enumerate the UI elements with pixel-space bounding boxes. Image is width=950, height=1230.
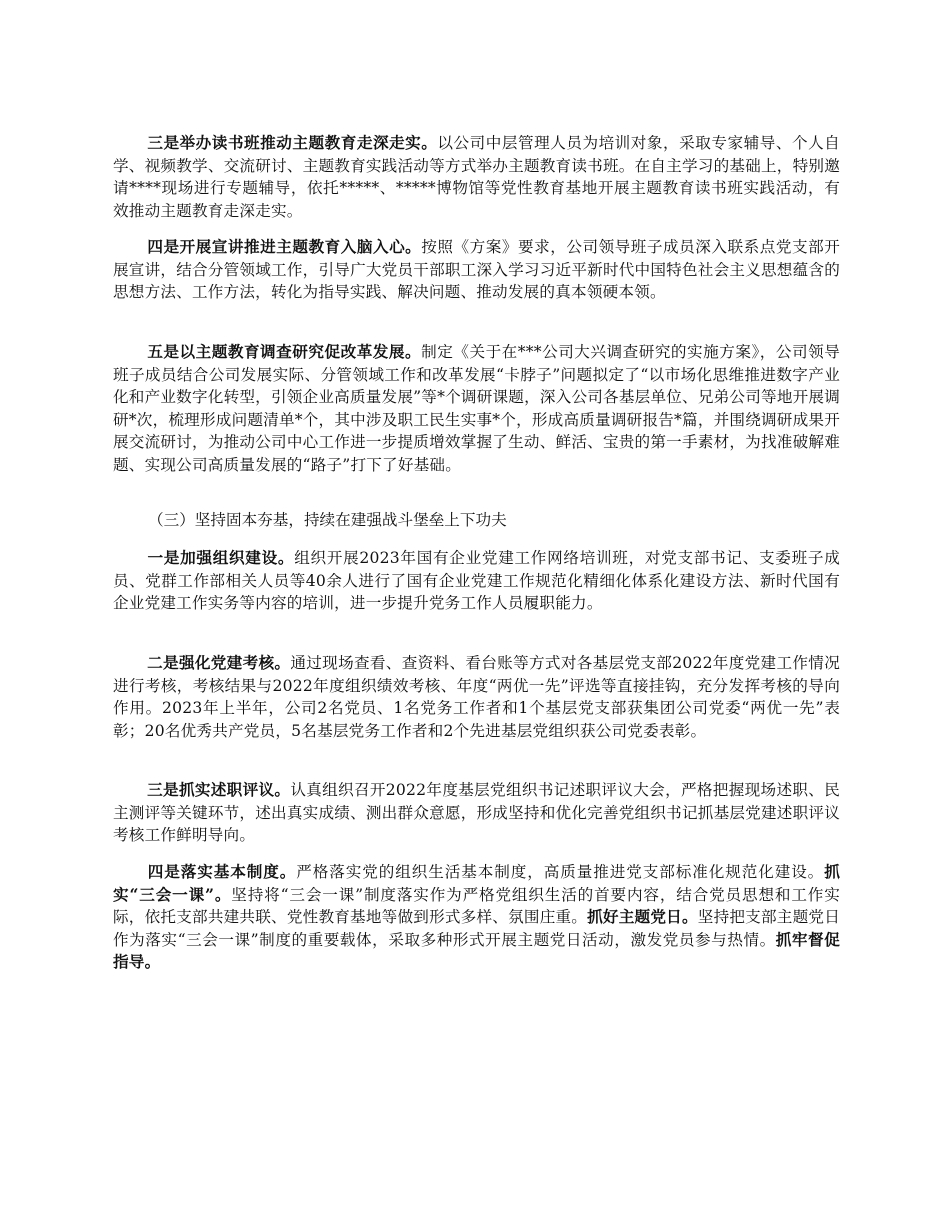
paragraph-lead: 四是落实基本制度。 xyxy=(147,862,297,881)
paragraph-text: 坚持将“三会一课”制度落实作为严格党组织生活的首要内容，结合党员思想和工作实际，依托支部共建共联、党性教育基地等做到形式多样、氛围庄重。 xyxy=(113,885,841,927)
paragraph-lectures xyxy=(113,236,840,304)
paragraph-body: 按照《方案》要求，公司领导班子成员深入联系点党支部开展宣讲，结合分管领域工作，引导广大党员干部职工深入学习习近平新时代中国特色社会主义思想蕴含的思想方法、工作方法，转化为指导实践、解决问题、推动发展的真本领硬本领。 xyxy=(113,238,840,302)
paragraph-lead: 三是举办读书班推动主题教育走深走实。 xyxy=(147,133,438,152)
paragraph-bold-phrase: 抓好主题党日。 xyxy=(587,907,698,927)
paragraph-lead: 四是开展宣讲推进主题教育入脑入心。 xyxy=(147,237,422,256)
paragraph-lead: 三是抓实述职评议。 xyxy=(147,780,291,799)
paragraph-lead: 二是强化党建考核。 xyxy=(147,653,291,672)
paragraph-reading-class xyxy=(113,132,840,222)
paragraph-body: 以公司中层管理人员为培训对象，采取专家辅导、个人自学、视频教学、交流研讨、主题教育实践活动等方式举办主题教育读书班。在自主学习的基础上，特别邀请****现场进行专题辅导，依托*****、*****博物馆等党性教育基地开展主题教育读书班实践活动，有效推动主题教育走深走实。 xyxy=(113,134,840,220)
paragraph-body: 制定《关于在***公司大兴调查研究的实施方案》，公司领导班子成员结合公司发展实际、分管领域工作和改革发展“卡脖子”问题拟定了“以市场化思维推进数字产业化和产业数字化转型，引领企业高质量发展”等*个调研课题，深入公司各基层单位、兄弟公司等地开展调研*次，梳理形成问题清单*个，其中涉及职工民生实事*个，形成高质量调研报告*篇，并围绕调研成果开展交流研讨，为推动公司中心工作进一步提质增效掌握了生动、鲜活、宝贵的第一手素材，为找准破解难题、实现公司高质量发展的“路子”打下了好基础。 xyxy=(113,343,840,474)
paragraph-text: 坚持把支部主题党日作为落实“三会一课”制度的重要载体，采取多种形式开展主题党日活动，激发党员参与热情。 xyxy=(113,908,840,949)
paragraph-assessment xyxy=(113,652,840,742)
paragraph-bold-phrase: 抓牢督促指导。 xyxy=(113,929,840,972)
paragraph-body: 组织开展2023年国有企业党建工作网络培训班，对党支部书记、支委班子成员、党群工作部相关人员等40余人进行了国有企业党建工作规范化精细化体系化建设方法、新时代国有企业党建工作实务等内容的培训，进一步提升党务工作人员履职能力。 xyxy=(113,549,840,613)
paragraph-bold-phrase: 抓实“三会一课”。 xyxy=(113,862,840,904)
paragraph-basic-system xyxy=(113,861,840,974)
paragraph-lead: 一是加强组织建设。 xyxy=(147,548,295,567)
paragraph-review xyxy=(113,779,840,847)
paragraph-lead: 五是以主题教育调查研究促改革发展。 xyxy=(147,342,422,361)
paragraph-text: 严格落实党的组织生活基本制度，高质量推进党支部标准化规范化建设。 xyxy=(296,863,825,881)
paragraph-body: 认真组织召开2022年度基层党组织书记述职评议大会，严格把握现场述职、民主测评等关键环节，述出真实成绩、测出群众意愿，形成坚持和优化完善党组织书记抓基层党建述职评议考核工作鲜明导向。 xyxy=(113,781,840,845)
paragraph-research xyxy=(113,341,840,477)
paragraph-organization xyxy=(113,547,840,615)
section-heading: （三）坚持固本夯基，持续在建强战斗堡垒上下功夫 xyxy=(148,511,507,529)
paragraph-body: 通过现场查看、查资料、看台账等方式对各基层党支部2022年度党建工作情况进行考核，考核结果与2022年度组织绩效考核、年度“两优一先”评选等直接挂钩，充分发挥考核的导向作用。2023年上半年，公司2名党员、1名党务工作者和1个基层党支部获集团公司党委“两优一先”表彰；20名优秀共产党员，5名基层党务工作者和2个先进基层党组织获公司党委表彰。 xyxy=(113,654,840,740)
